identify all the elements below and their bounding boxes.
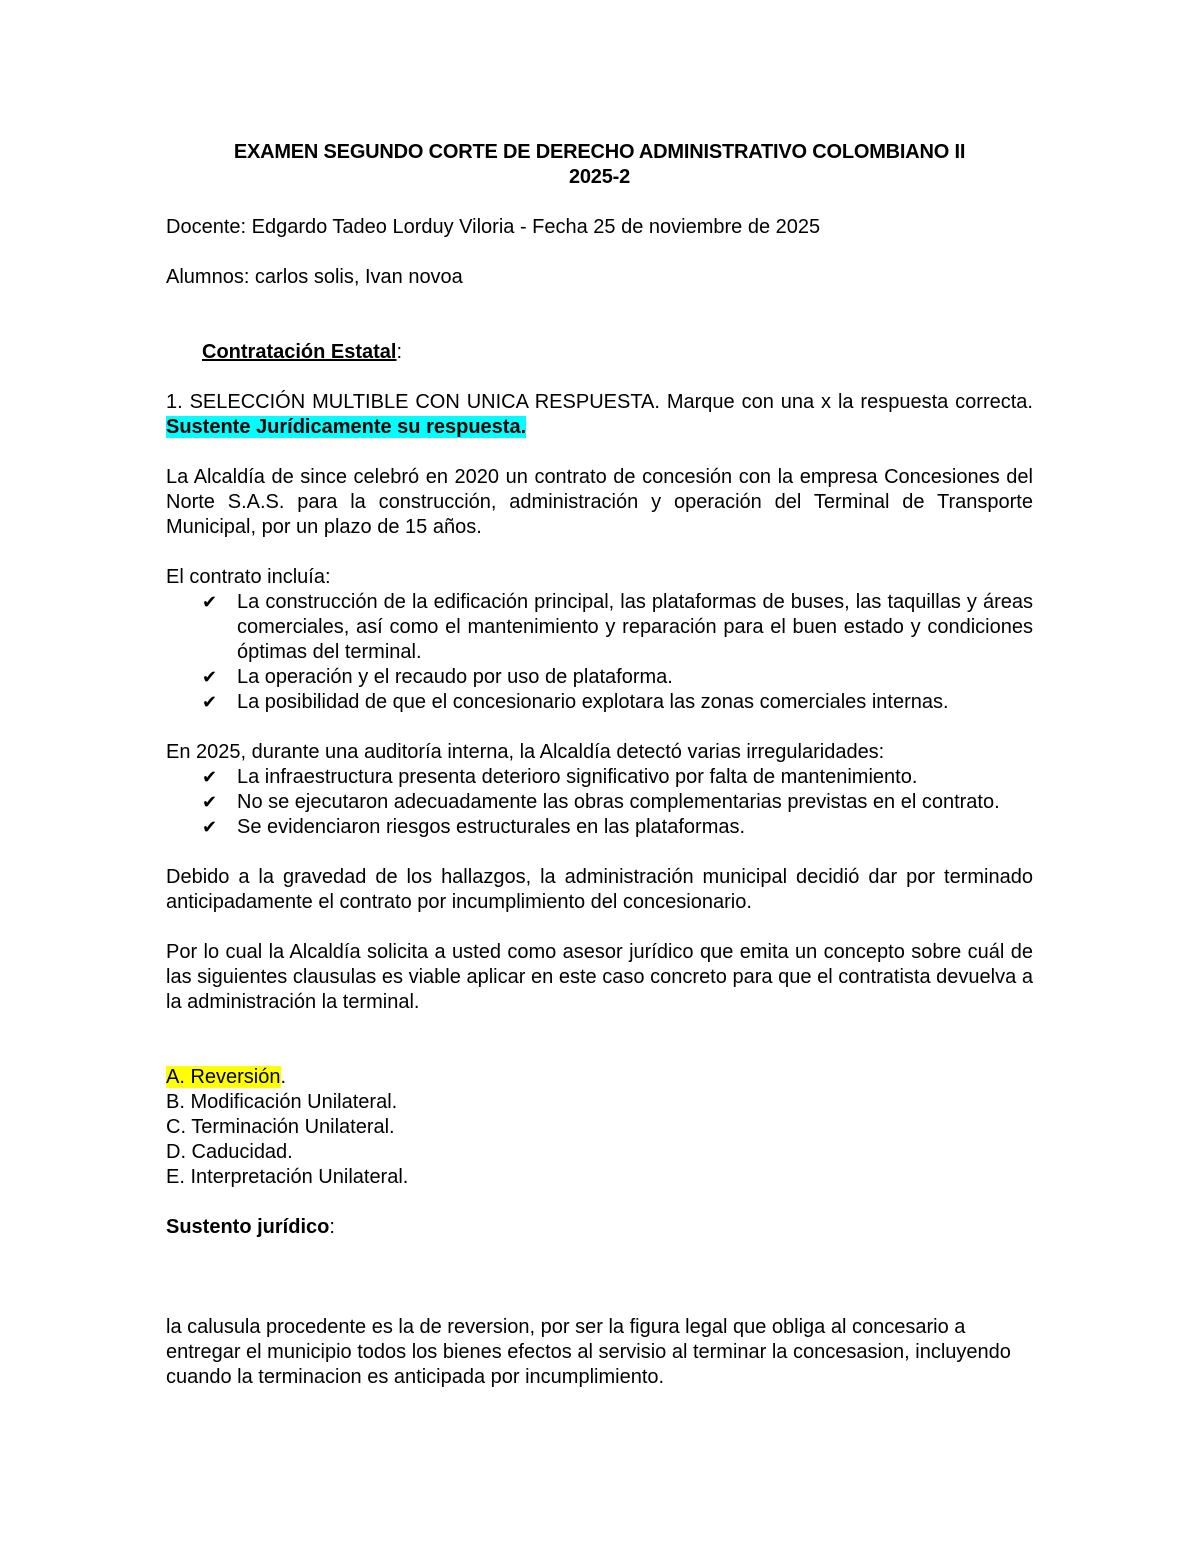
checkmark-icon: ✔ bbox=[202, 692, 218, 712]
checkmark-icon: ✔ bbox=[202, 792, 218, 812]
list-item bbox=[202, 665, 1033, 690]
instruction-text: 1. SELECCIÓN MULTIBLE CON UNICA RESPUESTA. Marque con una x la respuesta correcta. bbox=[166, 391, 1033, 413]
audit-items-list bbox=[166, 765, 1033, 840]
list-item bbox=[202, 765, 1033, 790]
students-line: Alumnos: carlos solis, Ivan novoa bbox=[166, 266, 463, 288]
option-c: C. Terminación Unilateral. bbox=[166, 1116, 395, 1138]
answer-text: la calusula procedente es la de reversion, por ser la figura legal que obliga al concesario a entregar el municipio todos los bienes efectos al servisio al terminar la concesasion, incluyendo cuando la terminacion es anticipada por incumplimiento. bbox=[166, 1316, 1011, 1388]
contract-item-text: La posibilidad de que el concesionario explotara las zonas comerciales internas. bbox=[237, 691, 949, 713]
answer-label-text: Sustento jurídico bbox=[166, 1216, 330, 1238]
contract-intro: El contrato incluía: bbox=[166, 566, 331, 588]
option-e: E. Interpretación Unilateral. bbox=[166, 1166, 409, 1188]
option-b: B. Modificación Unilateral. bbox=[166, 1091, 398, 1113]
audit-item-text: Se evidenciaron riesgos estructurales en las plataformas. bbox=[237, 816, 746, 838]
answer-label bbox=[166, 1215, 1033, 1240]
option-a-selected: A. Reversión bbox=[166, 1066, 281, 1088]
section-heading bbox=[202, 340, 1033, 365]
decision-paragraph: Debido a la gravedad de los hallazgos, la administración municipal decidió dar por terminado anticipadamente el contrato por incumplimiento del concesionario. bbox=[166, 866, 1033, 913]
list-item bbox=[202, 815, 1033, 840]
question-instruction bbox=[166, 390, 1033, 440]
section-heading-suffix: : bbox=[396, 341, 403, 363]
contract-items-list bbox=[166, 590, 1033, 715]
exam-title-line2: 2025-2 bbox=[568, 166, 631, 188]
checkmark-icon: ✔ bbox=[202, 592, 218, 612]
option-a bbox=[166, 1065, 1033, 1090]
checkmark-icon: ✔ bbox=[202, 667, 218, 687]
contract-item-text: La construcción de la edificación principal, las plataformas de buses, las taquillas y áreas comerciales, así como el mantenimiento y reparación para el buen estado y condiciones óptimas del terminal. bbox=[237, 591, 1033, 663]
case-paragraph: La Alcaldía de since celebró en 2020 un contrato de concesión con la empresa Concesiones del Norte S.A.S. para la construcción, administración y operación del Terminal de Transporte Municipal, por un plazo de 15 años. bbox=[166, 466, 1033, 538]
answer-label-suffix: : bbox=[329, 1216, 335, 1238]
list-item bbox=[202, 690, 1033, 715]
audit-item-text: La infraestructura presenta deterioro significativo por falta de mantenimiento. bbox=[237, 766, 918, 788]
answer-options bbox=[166, 1065, 1033, 1190]
request-paragraph: Por lo cual la Alcaldía solicita a usted como asesor jurídico que emita un concepto sobre cuál de las siguientes clausulas es viable aplicar en este caso concreto para que el contratista devuelva a la administración la terminal. bbox=[166, 941, 1033, 1013]
exam-title-line1: EXAMEN SEGUNDO CORTE DE DERECHO ADMINISTRATIVO COLOMBIANO II bbox=[233, 141, 966, 163]
section-heading-text: Contratación Estatal bbox=[202, 341, 397, 363]
instruction-highlight: Sustente Jurídicamente su respuesta. bbox=[166, 416, 527, 438]
option-d: D. Caducidad. bbox=[166, 1141, 293, 1163]
teacher-line: Docente: Edgardo Tadeo Lorduy Viloria - Fecha 25 de noviembre de 2025 bbox=[166, 216, 821, 238]
audit-item-text: No se ejecutaron adecuadamente las obras complementarias previstas en el contrato. bbox=[237, 791, 1000, 813]
checkmark-icon: ✔ bbox=[202, 767, 218, 787]
checkmark-icon: ✔ bbox=[202, 817, 218, 837]
document-page bbox=[166, 140, 1033, 1390]
option-a-suffix: . bbox=[280, 1066, 287, 1088]
list-item bbox=[202, 790, 1033, 815]
audit-intro: En 2025, durante una auditoría interna, la Alcaldía detectó varias irregularidades: bbox=[166, 741, 885, 763]
contract-item-text: La operación y el recaudo por uso de plataforma. bbox=[237, 666, 673, 688]
list-item bbox=[202, 590, 1033, 665]
